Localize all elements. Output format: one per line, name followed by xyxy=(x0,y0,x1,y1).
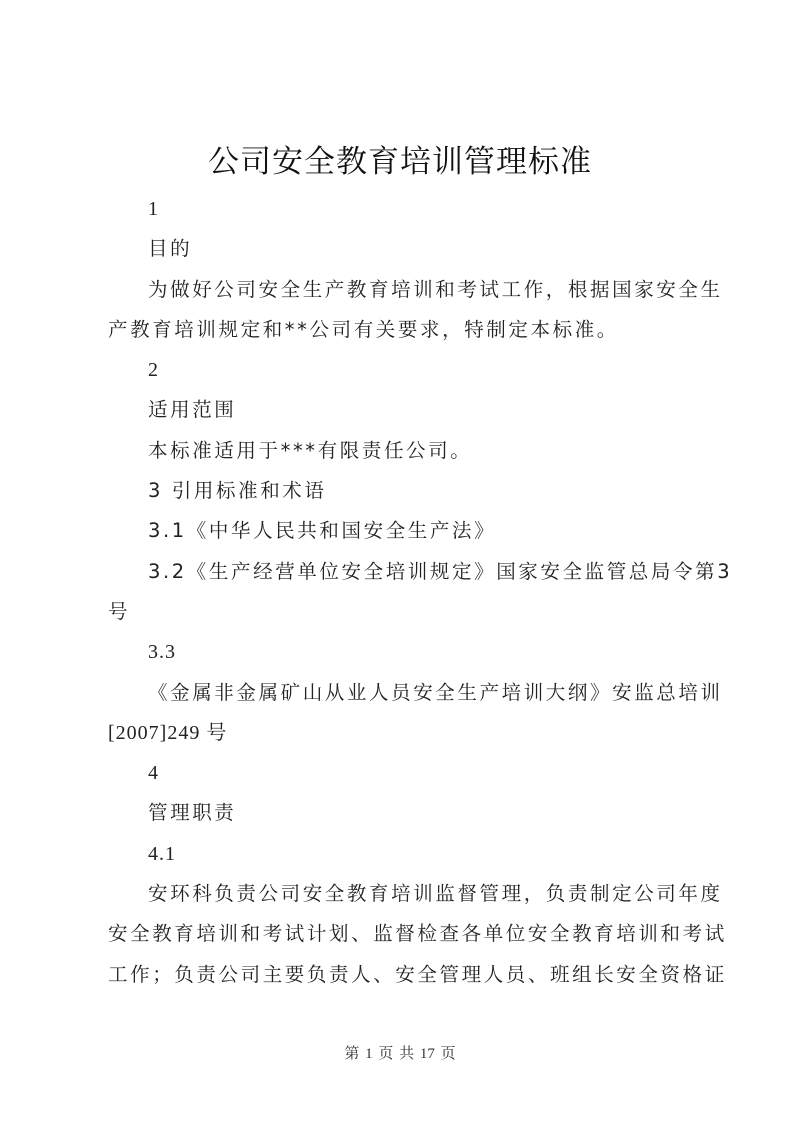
paragraph-line: 本标准适用于***有限责任公司。 xyxy=(148,438,473,462)
section-heading-responsibilities: 管理职责 xyxy=(148,801,237,825)
paragraph-line: 为做好公司安全生产教育培训和考试工作，根据国家安全生 xyxy=(148,277,723,301)
section-number-4: 4 xyxy=(148,762,159,785)
page-footer: 第 1 页 共 17 页 xyxy=(344,1046,456,1062)
document-body xyxy=(108,189,733,995)
section-heading-scope: 适用范围 xyxy=(148,398,237,422)
section-number-1: 1 xyxy=(148,198,159,220)
paragraph-line: 安全教育培训和考试计划、监督检查各单位安全教育培训和考试 xyxy=(108,922,727,946)
reference-item: 3.2《生产经营单位安全培训规定》国家安全监管总局令第3 xyxy=(148,559,733,583)
paragraph-line: 安环科负责公司安全教育培训监督管理，负责制定公司年度 xyxy=(148,882,723,906)
section-heading-references: 3 引用标准和术语 xyxy=(148,479,327,503)
document-title: 公司安全教育培训管理标准 xyxy=(208,144,592,180)
reference-item-continuation: 号 xyxy=(108,599,131,623)
reference-number: 3.3 xyxy=(148,641,176,664)
section-heading-purpose: 目的 xyxy=(148,237,193,261)
reference-item: 《金属非金属矿山从业人员安全生产培训大纲》安监总培训 xyxy=(148,680,723,704)
reference-item-continuation: [2007]249 号 xyxy=(108,721,228,744)
section-number-2: 2 xyxy=(148,359,159,382)
reference-item: 3.1《中华人民共和国安全生产法》 xyxy=(148,519,497,543)
subsection-number: 4.1 xyxy=(148,842,176,865)
paragraph-line: 工作；负责公司主要负责人、安全管理人员、班组长安全资格证 xyxy=(108,962,727,986)
paragraph-line: 产教育培训规定和**公司有关要求，特制定本标准。 xyxy=(108,317,619,341)
